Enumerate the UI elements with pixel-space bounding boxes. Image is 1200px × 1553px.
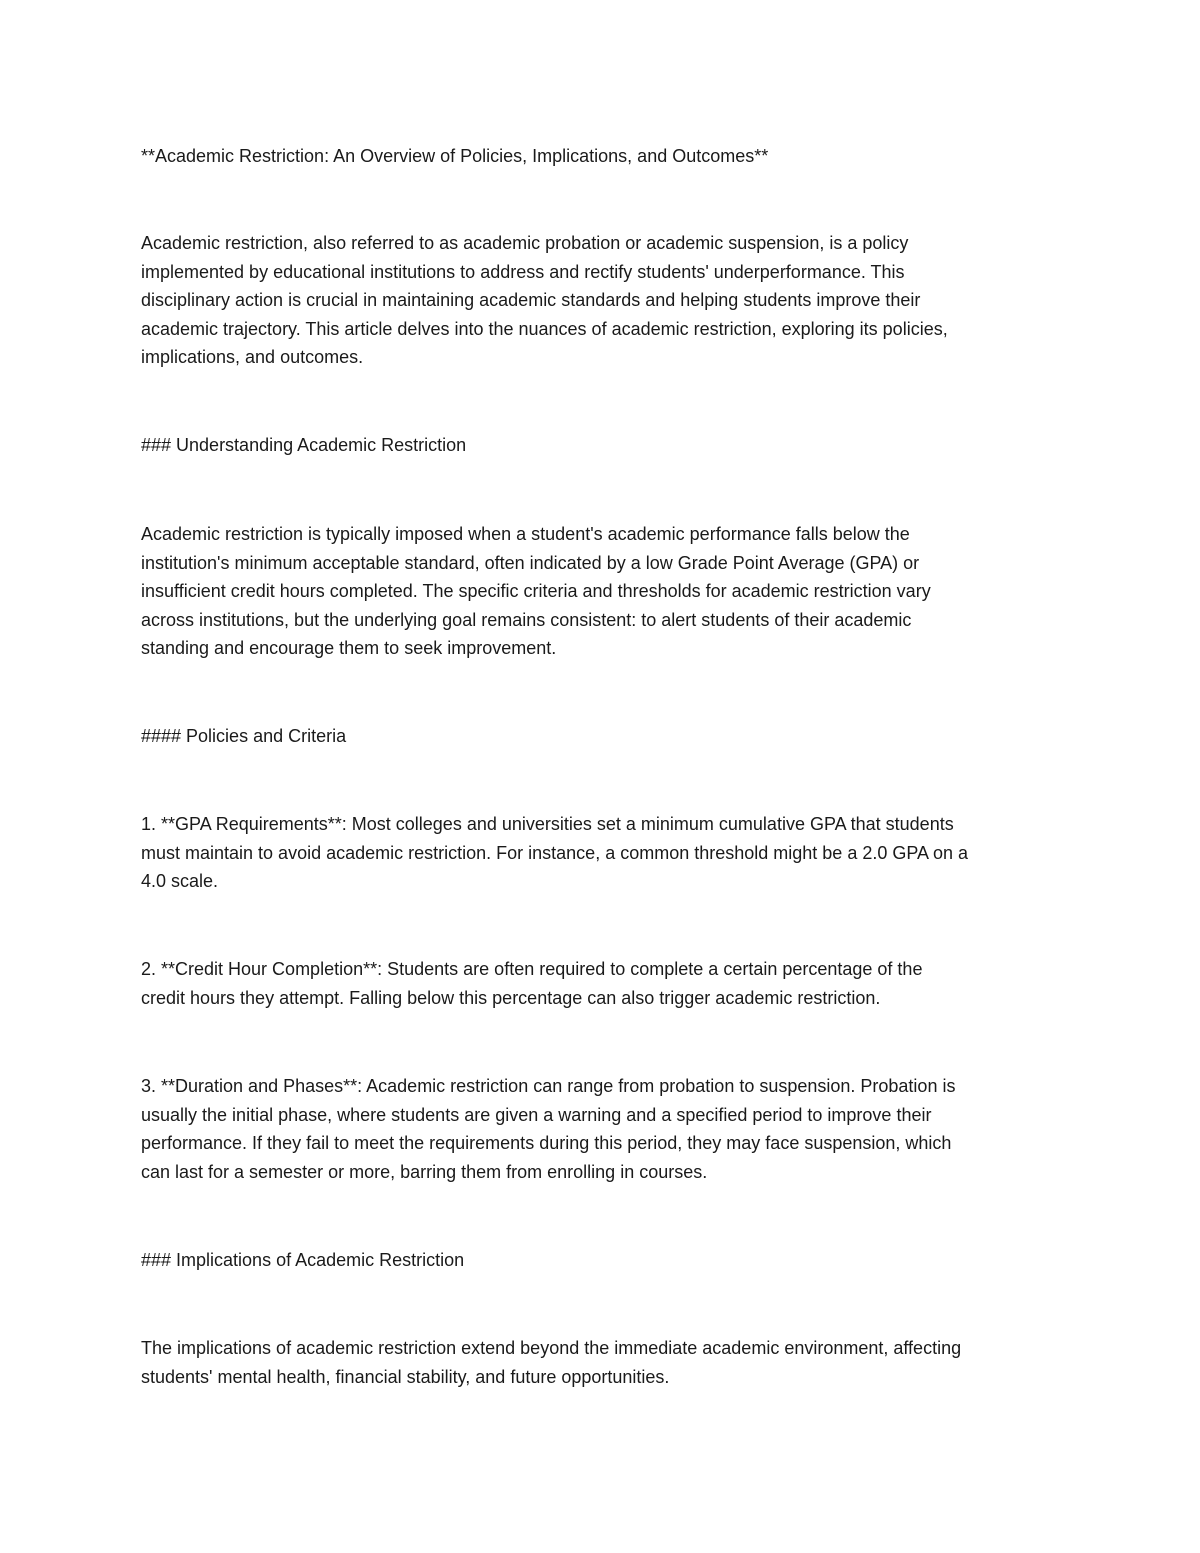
text-line: disciplinary action is crucial in maintaining academic standards and helping students improve their — [141, 290, 921, 310]
list-item-credit-hours — [141, 955, 1061, 1012]
text-line: credit hours they attempt. Falling below this percentage can also trigger academic restriction. — [141, 987, 881, 1008]
text-line: usually the initial phase, where students are given a warning and a specified period to improve their — [141, 1104, 932, 1125]
understanding-paragraph — [141, 520, 1061, 663]
text-line: standing and encourage them to seek improvement. — [141, 638, 557, 658]
section-heading-understanding — [141, 431, 1061, 460]
text-line: insufficient credit hours completed. The specific criteria and thresholds for academic restriction vary — [141, 581, 931, 601]
implications-paragraph — [141, 1334, 1061, 1391]
document-title — [141, 142, 1061, 171]
list-item-duration — [141, 1072, 1061, 1186]
text-line: can last for a semester or more, barring them from enrolling in courses. — [141, 1161, 708, 1182]
text-line: Academic restriction is typically imposed when a student's academic performance falls below the — [141, 524, 910, 544]
text-line: Academic restriction, also referred to as academic probation or academic suspension, is a policy — [141, 233, 909, 253]
text-line: performance. If they fail to meet the requirements during this period, they may face suspension, which — [141, 1133, 952, 1153]
list-item-gpa — [141, 810, 1061, 896]
text-line: academic trajectory. This article delves into the nuances of academic restriction, exploring its policies, — [141, 318, 948, 339]
text-line: students' mental health, financial stability, and future opportunities. — [141, 1366, 670, 1387]
intro-paragraph — [141, 229, 1061, 372]
heading-line: ### Understanding Academic Restriction — [141, 435, 467, 455]
heading-line: ### Implications of Academic Restriction — [141, 1250, 465, 1270]
text-line: implications, and outcomes. — [141, 347, 364, 367]
text-line: 4.0 scale. — [141, 871, 219, 891]
text-line: 1. **GPA Requirements**: Most colleges and universities set a minimum cumulative GPA that students — [141, 814, 954, 834]
text-line: 2. **Credit Hour Completion**: Students are often required to complete a certain percentage of the — [141, 959, 923, 979]
text-line: The implications of academic restriction extend beyond the immediate academic environment, affecting — [141, 1338, 962, 1358]
text-line: implemented by educational institutions to address and rectify students' underperformance. This — [141, 261, 905, 282]
heading-line: #### Policies and Criteria — [141, 726, 347, 746]
section-heading-implications — [141, 1246, 1061, 1275]
subsection-heading-policies — [141, 722, 1061, 751]
text-line: must maintain to avoid academic restriction. For instance, a common threshold might be a 2.0 GPA on a — [141, 842, 969, 863]
title-line: **Academic Restriction: An Overview of Policies, Implications, and Outcomes** — [141, 146, 769, 166]
text-line: 3. **Duration and Phases**: Academic restriction can range from probation to suspension. Probation is — [141, 1076, 956, 1096]
text-line: across institutions, but the underlying goal remains consistent: to alert students of their academic — [141, 609, 912, 630]
text-line: institution's minimum acceptable standard, often indicated by a low Grade Point Average (GPA) or — [141, 552, 920, 573]
